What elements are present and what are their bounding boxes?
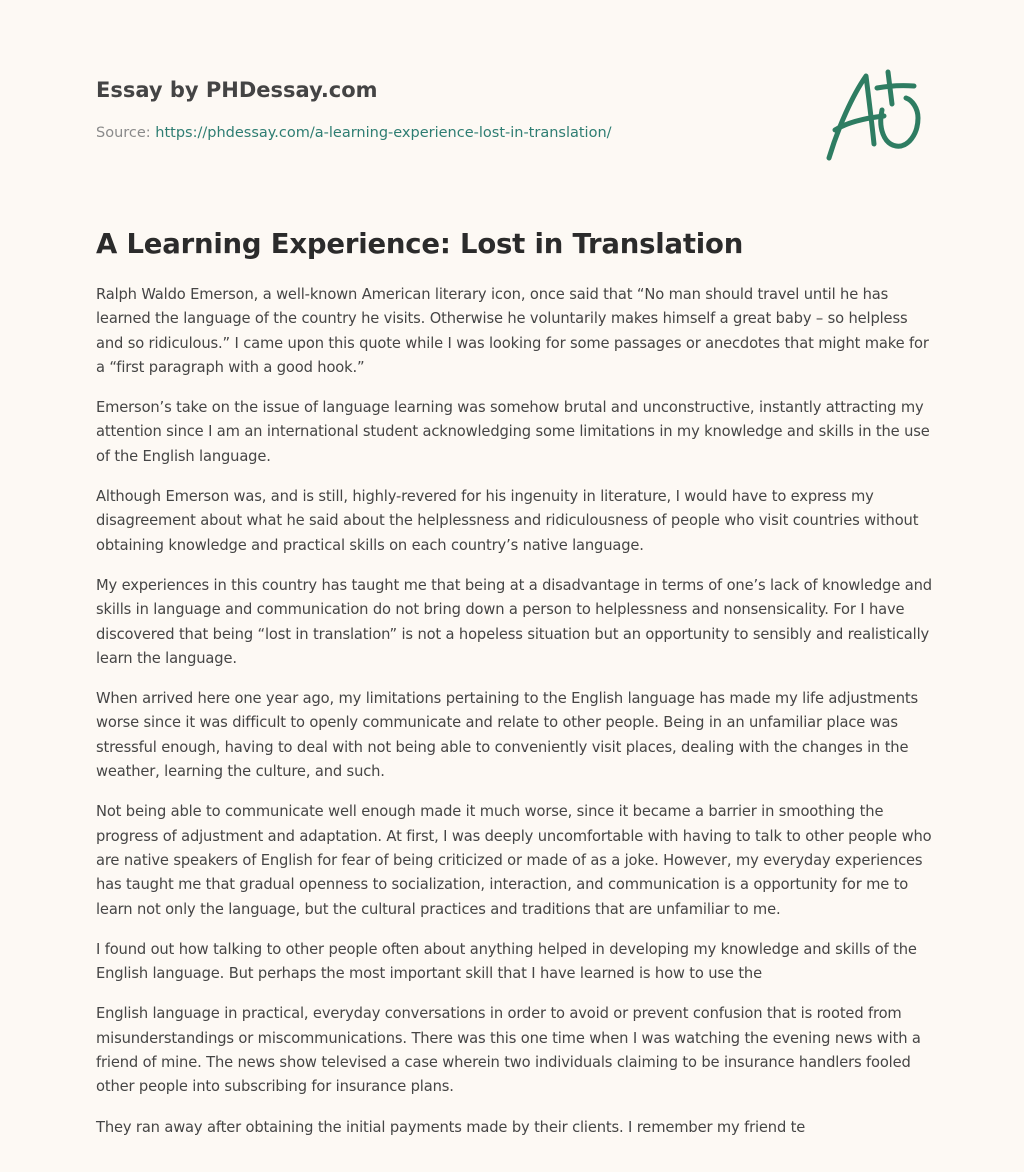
brand-title: Essay by PHDessay.com (96, 78, 378, 102)
paragraph: When arrived here one year ago, my limitations pertaining to the English language has made my life adjustments worse since it was difficult to openly communicate and relate to other people. Being in an unfamiliar place was stressful enough, having to deal with not being able to conveniently visit places, dealing with the changes in the weather, learning the culture, and such. (96, 690, 918, 781)
essay-header (96, 76, 816, 143)
paragraph: English language in practical, everyday conversations in order to avoid or prevent confusion that is rooted from misunderstandings or miscommunications. There was this one time when I was watching the evening news with a friend of mine. The news show televised a case wherein two individuals claiming to be insurance handlers fooled other people into subscribing for insurance plans. (96, 1005, 921, 1096)
paragraph: They ran away after obtaining the initial payments made by their clients. I remember my friend te (96, 1118, 806, 1136)
paragraph: Although Emerson was, and is still, highly-revered for his ingenuity in literature, I would have to express my disagreement about what he said about the helplessness and ridiculousness of people who visit countries without obtaining knowledge and practical skills on each country’s native language. (96, 488, 919, 554)
paragraph: I found out how talking to other people often about anything helped in developing my knowledge and skills of the English language. But perhaps the most important skill that I have learned is how to use the (96, 940, 917, 983)
paragraph: Ralph Waldo Emerson, a well-known American literary icon, once said that “No man should travel until he has learned the language of the country he visits. Otherwise he voluntarily makes himself a great baby – so helpless and so ridiculous.” I came upon this quote while I was looking for some passages or anecdotes that might make for a “first paragraph with a good hook.” (96, 286, 929, 376)
a-plus-grade-icon (822, 66, 928, 168)
paragraph: My experiences in this country has taught me that being at a disadvantage in terms of one’s lack of knowledge and skills in language and communication do not bring down a person to helplessness and nonsensicality. For I have discovered that being “lost in translation” is not a hopeless situation but an opportunity to sensibly and realistically learn the language. (96, 576, 932, 667)
essay-body (96, 283, 938, 1156)
paragraph: Emerson’s take on the issue of language learning was somehow brutal and unconstructive, instantly attracting my attention since I am an international student acknowledging some limitations in my knowledge and skills in the use of the English language. (96, 399, 930, 465)
source-link[interactable]: https://phdessay.com/a-learning-experience-lost-in-translation/ (155, 125, 612, 141)
source-line (96, 123, 816, 143)
essay-title: A Learning Experience: Lost in Translation (96, 228, 744, 260)
paragraph: Not being able to communicate well enough made it much worse, since it became a barrier in smoothing the progress of adjustment and adaptation. At first, I was deeply uncomfortable with having to talk to other people who are native speakers of English for fear of being criticized or made of as a joke. However, my everyday experiences has taught me that gradual openness to socialization, interaction, and communication is a opportunity for me to learn not only the language, but the cultural practices and traditions that are unfamiliar to me. (96, 803, 932, 918)
source-label: Source: (96, 125, 156, 141)
